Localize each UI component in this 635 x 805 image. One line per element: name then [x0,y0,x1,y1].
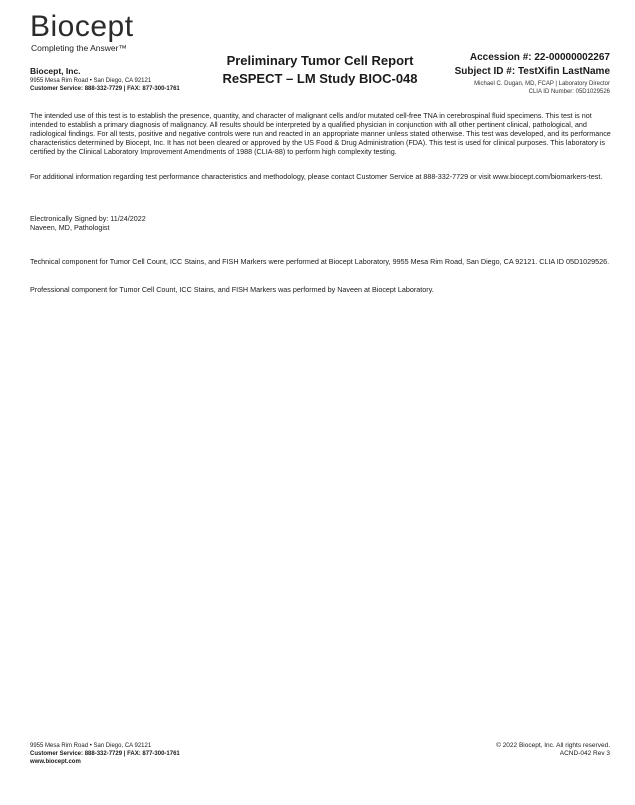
biocept-logo: Biocept [30,10,134,43]
footer-customer-service: Customer Service: 888-332-7729 | FAX: 877-300-1761 [30,751,180,757]
signer-name: Naveen, MD, Pathologist [30,223,110,232]
clia-number: CLIA ID Number: 05D1029526 [528,89,610,95]
technical-component-paragraph: Technical component for Tumor Cell Count, ICC Stains, and FISH Markers were performed at Biocept Laboratory, 9955 Mesa Rim Road, San Diego, CA 92121. CLIA ID 05D1029526. [30,257,610,266]
report-title: Preliminary Tumor Cell Report [226,53,414,68]
accession-number: Accession #: 22-00000002267 [469,52,610,63]
logo-tagline: Completing the Answer™ [31,43,127,53]
company-address: 9955 Mesa Rim Road • San Diego, CA 92121 [30,78,152,84]
laboratory-director: Michael C. Dugan, MD, FCAP | Laboratory Director [474,81,610,87]
footer-copyright: © 2022 Biocept, Inc. All rights reserved. [496,742,610,749]
company-name: Biocept, Inc. [30,66,81,76]
footer-revision: ACND-042 Rev 3 [559,750,610,757]
signed-line: Electronically Signed by: 11/24/2022 [30,214,146,223]
additional-info-paragraph: For additional information regarding test performance characteristics and methodology, please contact Customer Service at 888-332-7729 or visit www.biocept.com/biomarkers-test. [30,172,603,181]
intended-use-paragraph: The intended use of this test is to establish the presence, quantity, and character of malignant cells and/or mutated cell-free TNA in cerebrospinal fluid specimens. This test is not intended to establish a primary diagnosis of malignancy. All results should be interpreted by a qualified physician in conjunction with all other pertinent clinical, pathological, and radiological findings. For all tests, positive and negative controls were run and reacted in an appropriate manner unless stated otherwise. This test was developed, and its performance characteristics determined by Biocept, Inc. It has not been cleared or approved by the US Food & Drug Administration (FDA). This test is used for clinical purposes. This laboratory is certified by the Clinical Laboratory Improvement Amendments of 1988 (CLIA-88) to perform high complexity testing. [30,111,611,156]
company-customer-service: Customer Service: 888-332-7729 | FAX: 877-300-1761 [30,86,180,92]
professional-component-paragraph: Professional component for Tumor Cell Count, ICC Stains, and FISH Markers was performed by Naveen at Biocept Laboratory. [30,285,434,294]
subject-id: Subject ID #: TestXifin LastName [454,66,610,77]
footer-website: www.biocept.com [30,759,81,765]
report-study: ReSPECT – LM Study BIOC-048 [222,71,418,86]
footer-address: 9955 Mesa Rim Road • San Diego, CA 92121 [30,743,152,749]
